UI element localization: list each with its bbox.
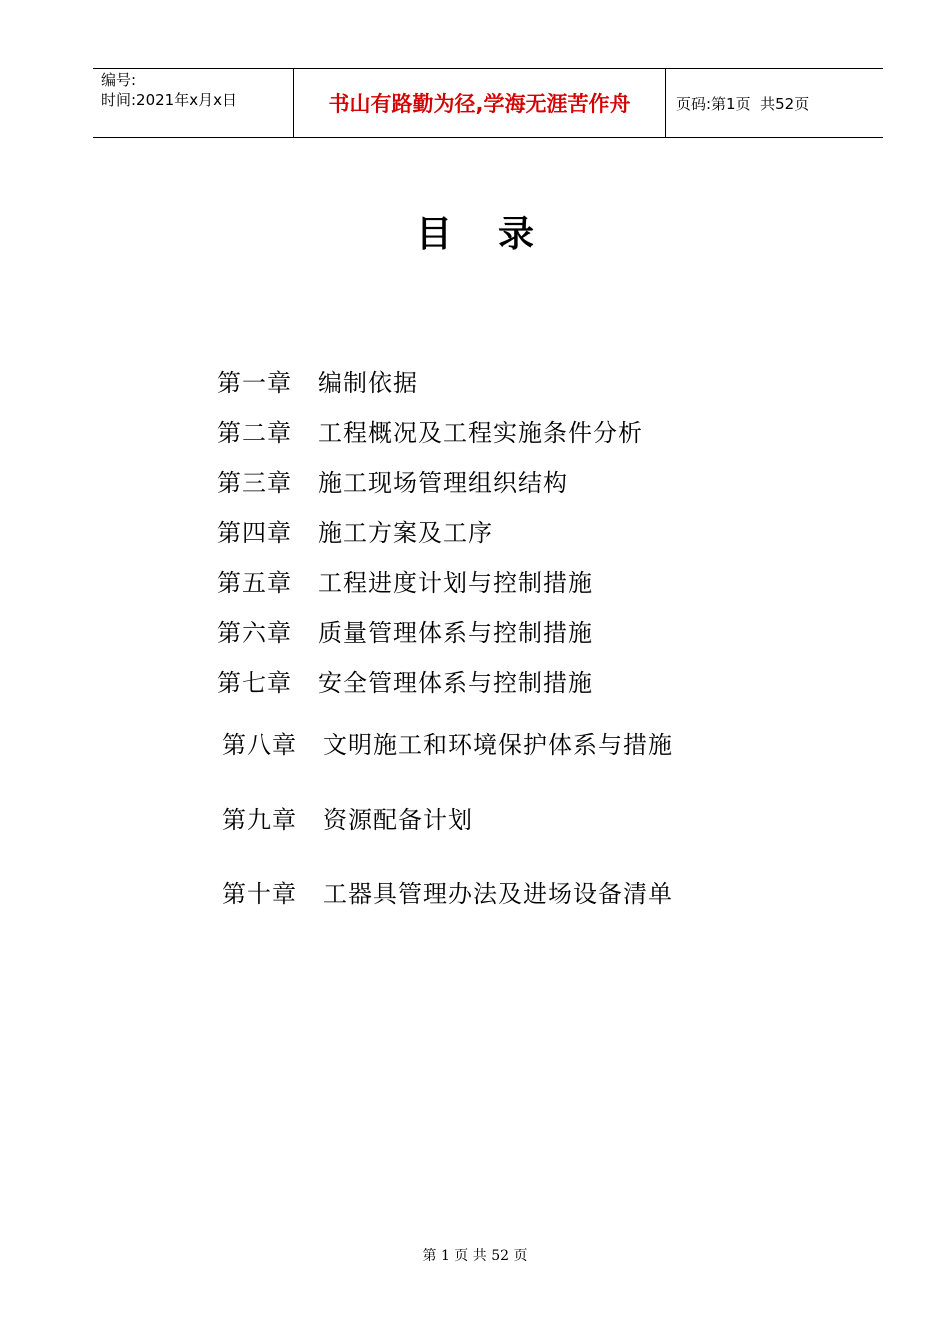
toc-chapter: 第四章 <box>217 519 292 547</box>
time-label: 时间:2021年x月x日 <box>101 91 237 109</box>
page-footer: 第 1 页 共 52 页 <box>422 1248 528 1264</box>
toc-chapter: 第二章 <box>217 419 292 447</box>
toc-chapter: 第一章 <box>217 369 292 397</box>
toc-name: 质量管理体系与控制措施 <box>318 619 593 647</box>
toc-item[interactable] <box>222 879 673 909</box>
toc-item[interactable] <box>217 518 493 548</box>
toc-name: 资源配备计划 <box>323 806 473 834</box>
header-meta <box>101 69 293 137</box>
toc-item[interactable] <box>217 418 643 448</box>
toc-item[interactable] <box>217 468 568 498</box>
toc-name: 工器具管理办法及进场设备清单 <box>323 880 673 908</box>
header-page-number <box>676 69 809 137</box>
header-divider <box>665 69 666 137</box>
page-label: 页码:第1页 共52页 <box>676 94 810 113</box>
toc-chapter: 第八章 <box>222 731 297 759</box>
toc-chapter: 第十章 <box>222 880 297 908</box>
toc-chapter: 第六章 <box>217 619 292 647</box>
serial-label: 编号: <box>101 71 137 89</box>
toc-name: 工程进度计划与控制措施 <box>318 569 593 597</box>
toc-chapter: 第五章 <box>217 569 292 597</box>
toc-name: 施工方案及工序 <box>318 519 493 547</box>
toc-name: 编制依据 <box>318 369 418 397</box>
toc-item[interactable] <box>222 730 673 760</box>
header-motto: 书山有路勤为径,学海无涯苦作舟 <box>328 92 631 116</box>
toc-item[interactable] <box>217 668 593 698</box>
toc-chapter: 第九章 <box>222 806 297 834</box>
page-title: 目录 <box>415 214 580 255</box>
toc-chapter: 第三章 <box>217 469 292 497</box>
toc-name: 文明施工和环境保护体系与措施 <box>323 731 673 759</box>
document-header <box>93 68 883 138</box>
toc-name: 施工现场管理组织结构 <box>318 469 568 497</box>
toc-name: 工程概况及工程实施条件分析 <box>318 419 643 447</box>
toc-item[interactable] <box>217 618 593 648</box>
toc-item[interactable] <box>217 568 593 598</box>
toc-item[interactable] <box>217 368 418 398</box>
toc-item[interactable] <box>222 805 473 835</box>
toc-chapter: 第七章 <box>217 669 292 697</box>
toc-name: 安全管理体系与控制措施 <box>318 669 593 697</box>
